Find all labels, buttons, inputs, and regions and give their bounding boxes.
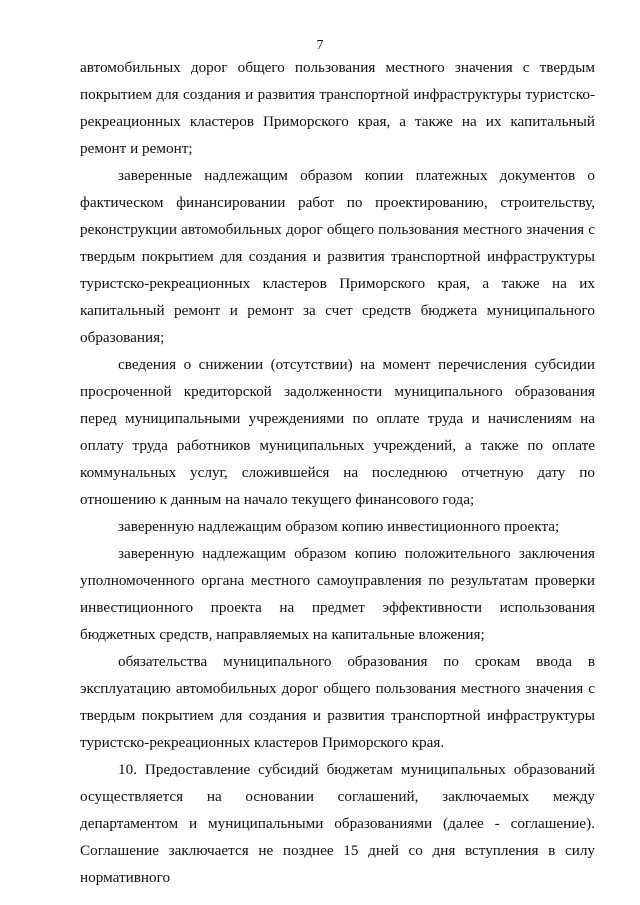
paragraph-road-continuation: автомобильных дорог общего пользования местного значения с твердым покрытием для создания и развития транспортной инфраструктуры туристско-рекреационных кластеров Приморского края, а также на их капитальный ремонт и ремонт; [80,59,595,157]
paragraph-debt-information: сведения о снижении (отсутствии) на момент перечисления субсидии просроченной кредиторской задолженности муниципального образования перед муниципальными учреждениями по оплате труда и начислениям на оплату труда работников муниципальных учреждений, а также по оплате коммунальных услуг, сложившейся на последнюю отчетную дату по отношению к данным на начало текущего финансового года; [80,356,595,508]
paragraph-positive-conclusion-copy: заверенную надлежащим образом копию положительного заключения уполномоченного органа местного самоуправления по результатам проверки инвестиционного проекта на предмет эффективности использования бюджетных средств, направляемых на капитальные вложения; [80,545,595,643]
document-body [80,54,595,891]
paragraph-commissioning-obligations: обязательства муниципального образования по срокам ввода в эксплуатацию автомобильных дорог общего пользования местного значения с твердым покрытием для создания и развития транспортной инфраструктуры туристско-рекреационных кластеров Приморского края. [80,653,595,751]
page-number: 7 [316,38,324,53]
paragraph-payment-documents: заверенные надлежащим образом копии платежных документов о фактическом финансировании работ по проектированию, строительству, реконструкции автомобильных дорог общего пользования местного значения с твердым покрытием для создания и развития транспортной инфраструктуры туристско-рекреационных кластеров Приморского края, а также на их капитальный ремонт и ремонт за счет средств бюджета муниципального образования; [80,167,595,346]
paragraph-section-10: 10. Предоставление субсидий бюджетам муниципальных образований осуществляется на основании соглашений, заключаемых между департаментом и муниципальными образованиями (далее - соглашение). Соглашение заключается не позднее 15 дней со дня вступления в силу нормативного [80,761,595,886]
paragraph-investment-project-copy: заверенную надлежащим образом копию инвестиционного проекта; [118,518,560,535]
